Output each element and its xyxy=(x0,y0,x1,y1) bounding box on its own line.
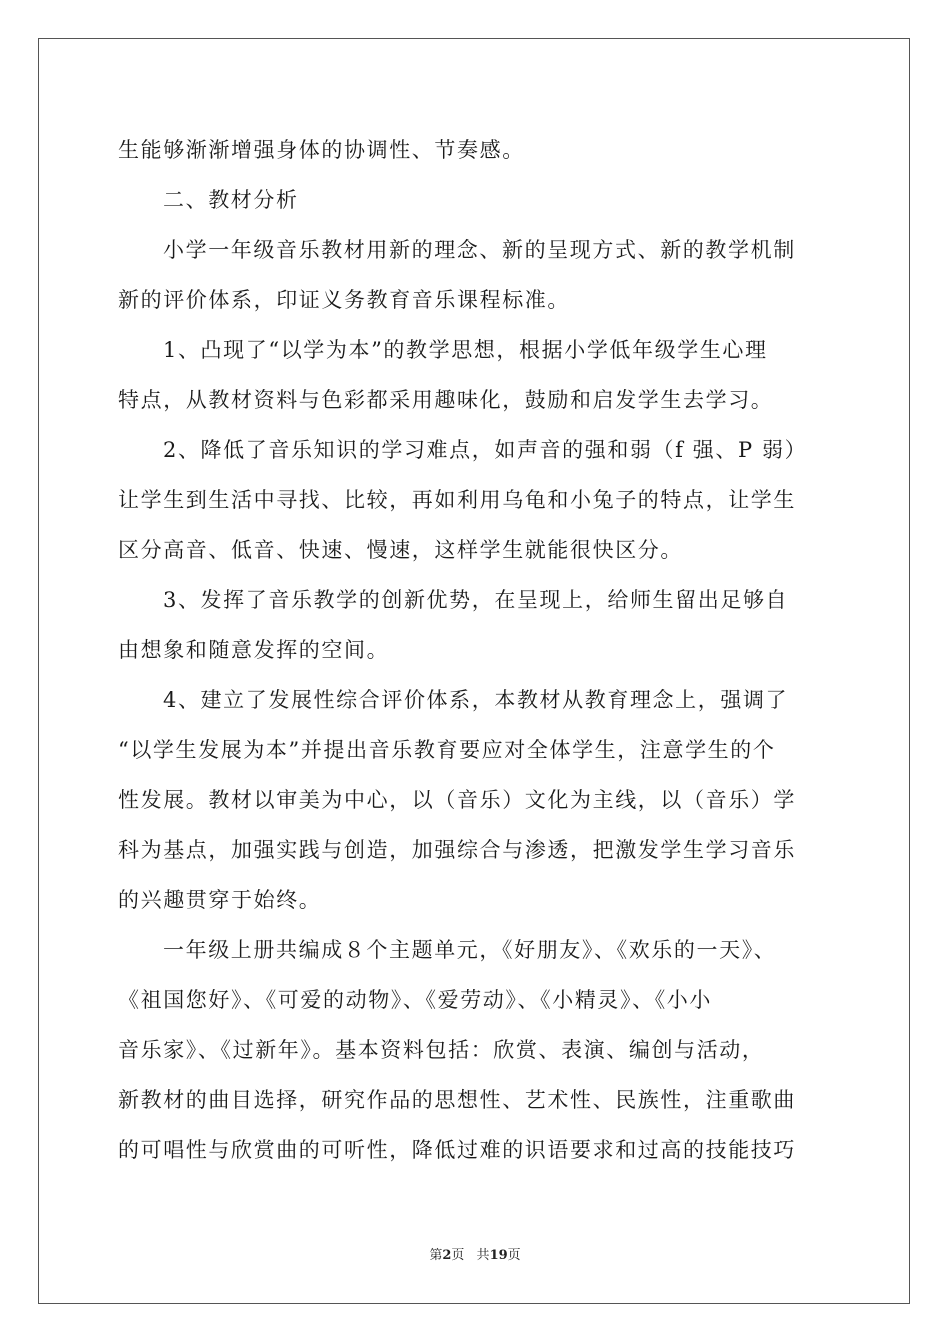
page-border xyxy=(38,38,910,1304)
text-line: 的可唱性与欣赏曲的可听性，降低过难的识语要求和过高的技能技巧 xyxy=(118,1138,796,1162)
text-line: 新教材的曲目选择，研究作品的思想性、艺术性、民族性，注重歌曲 xyxy=(118,1088,796,1112)
text-line: 4、建立了发展性综合评价体系，本教材从教育理念上，强调了 xyxy=(163,688,789,712)
text-line: 的兴趣贯穿于始终。 xyxy=(118,888,322,912)
page-footer xyxy=(0,1244,950,1263)
page-number: 2 xyxy=(442,1248,452,1263)
text-line: 科为基点，加强实践与创造，加强综合与渗透，把激发学生学习音乐 xyxy=(118,838,796,862)
text-line: 生能够渐渐增强身体的协调性、节奏感。 xyxy=(118,138,525,162)
page-indicator: 第2页 xyxy=(429,1248,465,1263)
text-line: 一年级上册共编成８个主题单元，《好朋友》、《欢乐的一天》、 xyxy=(163,938,777,962)
text-line: 性发展。教材以审美为中心，以（音乐）文化为主线，以（音乐）学 xyxy=(118,788,796,812)
text-line: 特点，从教材资料与色彩都采用趣味化，鼓励和启发学生去学习。 xyxy=(118,388,774,412)
section-heading: 二、教材分析 xyxy=(163,188,299,212)
text-line: 3、发挥了音乐教学的创新优势，在呈现上，给师生留出足够自 xyxy=(163,588,789,612)
text-line: 让学生到生活中寻找、比较，再如利用乌龟和小兔子的特点，让学生 xyxy=(118,488,796,512)
text-line: 小学一年级音乐教材用新的理念、新的呈现方式、新的教学机制 xyxy=(163,238,796,262)
text-line: 区分高音、低音、快速、慢速，这样学生就能很快区分。 xyxy=(118,538,683,562)
total-pages-indicator: 共19页 xyxy=(476,1248,521,1263)
text-line: 2、降低了音乐知识的学习难点，如声音的强和弱（f 强、P 弱） xyxy=(163,438,808,462)
text-line: 由想象和随意发挥的空间。 xyxy=(118,638,390,662)
total-pages: 19 xyxy=(489,1248,508,1263)
text-line: 音乐家》、《过新年》。基本资料包括：欣赏、表演、编创与活动， xyxy=(118,1038,765,1062)
text-line: 1、凸现了“以学为本”的教学思想，根据小学低年级学生心理 xyxy=(163,338,768,362)
text-line: 《祖国您好》、《可爱的动物》、《爱劳动》、《小精灵》、《小小 xyxy=(118,988,712,1012)
text-line: 新的评价体系，印证义务教育音乐课程标准。 xyxy=(118,288,570,312)
text-line: “以学生发展为本”并提出音乐教育要应对全体学生，注意学生的个 xyxy=(118,738,776,762)
